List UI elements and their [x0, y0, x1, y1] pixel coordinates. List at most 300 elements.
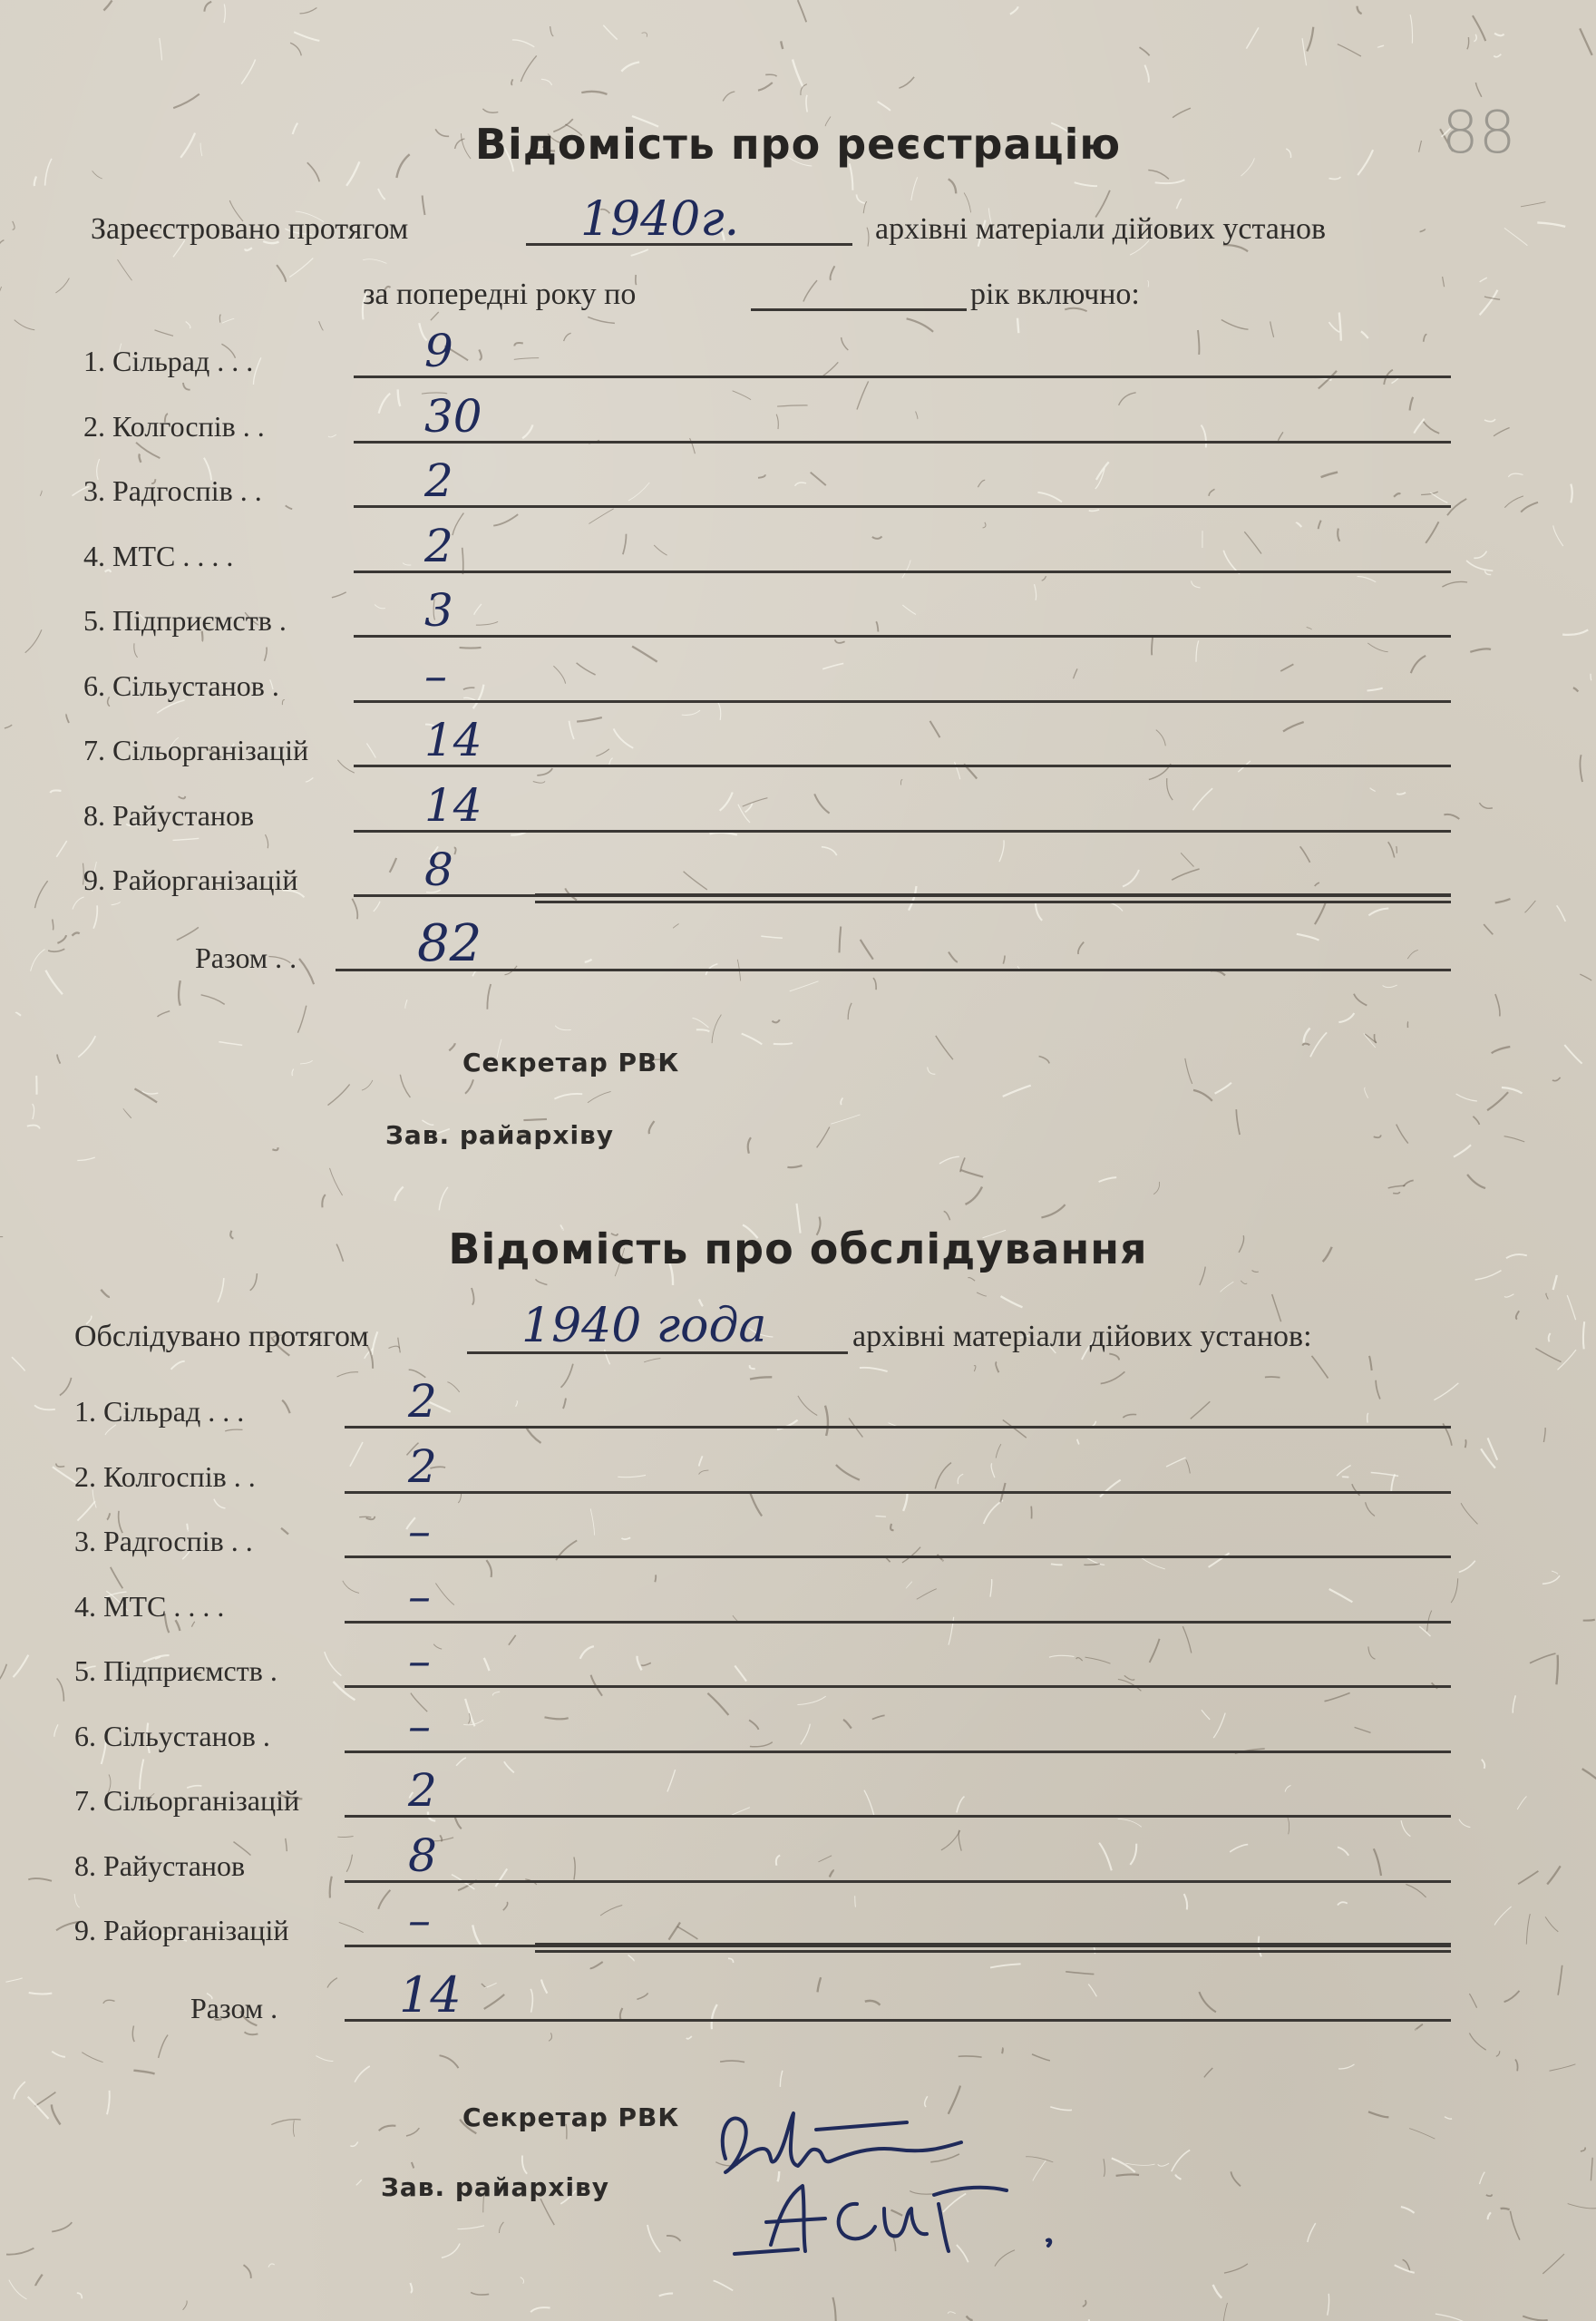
paper-fiber — [366, 744, 375, 758]
inspection-period-value: 1940 года — [521, 1299, 767, 1353]
paper-fiber — [123, 1108, 131, 1118]
paper-fiber — [1241, 1281, 1247, 1284]
paper-fiber — [1409, 2129, 1435, 2140]
paper-fiber — [798, 1396, 817, 1416]
paper-fiber — [1193, 1090, 1212, 1101]
paper-fiber — [1287, 1816, 1289, 1835]
registration-title: Відомість про реєстрацію — [474, 120, 1122, 169]
paper-fiber — [1236, 1109, 1240, 1135]
paper-fiber — [447, 1382, 459, 1392]
paper-fiber — [758, 474, 765, 478]
paper-fiber — [57, 1055, 60, 1064]
paper-fiber — [1467, 1175, 1485, 1188]
paper-fiber — [865, 2001, 881, 2005]
paper-fiber — [723, 92, 735, 101]
paper-fiber — [521, 2277, 524, 2284]
paper-fiber — [916, 412, 918, 419]
paper-fiber — [504, 1761, 514, 1772]
paper-fiber — [265, 648, 268, 661]
paper-fiber — [614, 728, 634, 747]
paper-fiber — [319, 321, 324, 330]
paper-fiber — [1319, 371, 1337, 389]
paper-fiber — [1148, 171, 1169, 180]
paper-fiber — [282, 699, 285, 705]
paper-fiber — [492, 1692, 500, 1695]
paper-fiber — [1140, 47, 1150, 55]
paper-fiber — [173, 838, 200, 840]
paper-fiber — [433, 1644, 442, 1649]
paper-fiber — [1479, 803, 1493, 808]
paper-fiber — [1307, 27, 1313, 52]
paper-fiber — [1191, 1401, 1211, 1419]
paper-fiber — [1339, 313, 1341, 341]
paper-fiber — [1246, 27, 1259, 48]
paper-fiber — [1470, 649, 1491, 651]
paper-fiber — [1424, 422, 1440, 434]
paper-fiber — [861, 940, 873, 960]
registration-secretary-label: Секретар РВК — [462, 1048, 680, 1078]
paper-fiber — [968, 1278, 976, 1282]
paper-fiber — [286, 1838, 287, 1851]
paper-fiber — [1494, 34, 1504, 36]
paper-fiber — [541, 79, 552, 85]
inspection-total-value: 14 — [399, 1966, 462, 2024]
inspection-row-rule-4 — [345, 1621, 1451, 1624]
paper-fiber — [654, 545, 667, 555]
paper-fiber — [241, 60, 255, 84]
paper-fiber — [356, 2180, 362, 2185]
paper-fiber — [337, 1372, 359, 1377]
paper-fiber — [1088, 1985, 1096, 1997]
paper-fiber — [830, 1870, 834, 1877]
paper-fiber — [1123, 870, 1139, 886]
inspection-archive-head-label: Зав. райархіву — [381, 2172, 610, 2202]
paper-fiber — [327, 1978, 337, 1988]
paper-fiber — [974, 1366, 976, 1371]
paper-fiber — [1410, 15, 1412, 44]
paper-fiber — [286, 505, 293, 509]
paper-fiber — [493, 514, 518, 526]
paper-fiber — [1213, 2285, 1222, 2298]
paper-fiber — [840, 927, 842, 953]
paper-fiber — [1035, 584, 1036, 600]
paper-fiber — [1488, 1438, 1498, 1459]
paper-fiber — [1553, 1275, 1557, 1290]
paper-fiber — [712, 2004, 717, 2029]
registration-prior-years-rule — [751, 308, 967, 311]
paper-fiber — [1558, 1965, 1562, 1995]
paper-fiber — [1049, 1655, 1075, 1657]
paper-fiber — [214, 1499, 226, 1508]
paper-fiber — [589, 509, 613, 524]
paper-fiber — [395, 1186, 404, 1201]
paper-fiber — [290, 43, 301, 55]
paper-fiber — [831, 266, 835, 280]
inspection-secretary-label: Секретар РВК — [462, 2102, 680, 2132]
paper-fiber — [967, 2316, 973, 2320]
paper-fiber — [1504, 1991, 1520, 2002]
paper-fiber — [1186, 1459, 1191, 1473]
paper-fiber — [1434, 1383, 1458, 1400]
paper-fiber — [999, 840, 1004, 862]
paper-fiber — [1484, 419, 1495, 422]
registration-row-label-3: 3. Радгоспів . . — [83, 474, 262, 507]
paper-fiber — [684, 872, 707, 890]
paper-fiber — [677, 1926, 698, 1939]
paper-fiber — [160, 38, 162, 60]
paper-fiber — [1302, 1044, 1309, 1046]
paper-fiber — [1421, 492, 1438, 494]
paper-fiber — [1367, 643, 1387, 652]
paper-fiber — [1003, 1086, 1031, 1097]
paper-fiber — [1494, 54, 1501, 57]
paper-fiber — [1280, 664, 1293, 671]
paper-fiber — [1042, 576, 1046, 580]
paper-fiber — [224, 5, 225, 24]
paper-fiber — [777, 405, 808, 406]
paper-fiber — [398, 1338, 401, 1353]
inspection-row-label-7: 7. Сільорганізацій — [74, 1784, 300, 1817]
paper-fiber — [1396, 846, 1397, 853]
paper-fiber — [977, 1292, 987, 1296]
paper-fiber — [1338, 1902, 1348, 1905]
paper-fiber — [14, 1655, 29, 1678]
paper-fiber — [996, 1444, 1001, 1458]
paper-fiber — [991, 1463, 995, 1477]
paper-fiber — [637, 1656, 642, 1671]
paper-fiber — [964, 193, 971, 213]
paper-fiber — [1521, 202, 1545, 207]
inspection-double-rule-2 — [535, 1950, 1451, 1953]
paper-fiber — [948, 2312, 956, 2314]
paper-fiber — [803, 280, 817, 301]
paper-fiber — [1140, 1556, 1165, 1569]
paper-fiber — [1272, 1294, 1281, 1321]
paper-fiber — [52, 2222, 72, 2231]
paper-fiber — [390, 858, 397, 873]
paper-fiber — [16, 1013, 21, 1016]
paper-fiber — [1074, 668, 1077, 678]
paper-fiber — [503, 1902, 508, 1910]
registration-row-label-8: 8. Райустанов — [83, 798, 255, 832]
paper-fiber — [577, 663, 596, 675]
paper-fiber — [699, 1456, 703, 1466]
paper-fiber — [590, 1962, 603, 1968]
paper-fiber — [1369, 1356, 1372, 1370]
paper-fiber — [159, 2035, 169, 2058]
paper-fiber — [890, 1524, 893, 1530]
paper-fiber — [40, 491, 42, 496]
paper-fiber — [1017, 318, 1018, 334]
paper-fiber — [499, 2222, 503, 2233]
paper-fiber — [1367, 1413, 1368, 1423]
paper-fiber — [1396, 1125, 1408, 1144]
paper-fiber — [1172, 869, 1199, 880]
registration-row-rule-3 — [354, 505, 1451, 508]
paper-fiber — [487, 984, 491, 1009]
paper-fiber — [1410, 397, 1414, 411]
registration-archive-head-label: Зав. райархіву — [385, 1120, 615, 1150]
paper-fiber — [743, 798, 768, 806]
paper-fiber — [596, 749, 608, 756]
paper-fiber — [1461, 1503, 1477, 1524]
paper-fiber — [299, 959, 314, 984]
paper-fiber — [1376, 1380, 1380, 1399]
paper-fiber — [339, 1922, 364, 1932]
paper-fiber — [1338, 44, 1361, 56]
paper-fiber — [1223, 2303, 1228, 2321]
paper-fiber — [73, 932, 80, 935]
registration-period-suffix: архівні матеріали дійових установ — [875, 212, 1327, 246]
paper-fiber — [776, 1856, 780, 1866]
paper-fiber — [57, 935, 66, 943]
paper-fiber — [362, 1080, 373, 1090]
paper-fiber — [790, 981, 819, 991]
registration-row-label-6: 6. Сільустанов . — [83, 668, 279, 702]
paper-fiber — [1374, 1135, 1381, 1137]
paper-fiber — [440, 2055, 459, 2068]
paper-fiber — [1358, 577, 1377, 582]
paper-fiber — [1037, 492, 1062, 502]
registration-prior-years-prefix: за попередні року по — [363, 278, 637, 311]
paper-fiber — [92, 171, 102, 179]
paper-fiber — [1435, 2314, 1465, 2321]
paper-fiber — [266, 834, 268, 848]
paper-fiber — [876, 621, 878, 631]
paper-fiber — [1338, 2064, 1354, 2069]
paper-fiber — [1329, 1589, 1353, 1602]
inspection-row-value-2: 2 — [408, 1439, 437, 1493]
paper-fiber — [659, 2294, 673, 2297]
paper-fiber — [818, 1856, 832, 1862]
paper-fiber — [750, 1493, 762, 1516]
paper-fiber — [48, 949, 64, 951]
paper-fiber — [618, 1475, 646, 1477]
registration-row-value-2: 30 — [424, 389, 482, 443]
paper-fiber — [218, 1278, 224, 1302]
paper-fiber — [139, 454, 141, 463]
paper-fiber — [588, 317, 615, 323]
paper-fiber — [1546, 1293, 1548, 1299]
paper-fiber — [78, 1036, 95, 1057]
paper-fiber — [1310, 1032, 1327, 1057]
paper-fiber — [900, 780, 902, 785]
paper-fiber — [57, 1679, 64, 1702]
paper-fiber — [103, 2000, 115, 2004]
paper-fiber — [482, 1984, 486, 1987]
paper-fiber — [603, 25, 617, 40]
paper-fiber — [1393, 1192, 1399, 1194]
paper-fiber — [244, 2265, 251, 2278]
paper-fiber — [647, 2225, 660, 2252]
paper-fiber — [352, 899, 357, 920]
paper-fiber — [101, 1290, 110, 1297]
paper-fiber — [822, 663, 843, 668]
paper-fiber — [522, 424, 532, 438]
paper-fiber — [55, 278, 69, 293]
paper-fiber — [158, 1011, 170, 1017]
paper-fiber — [1192, 788, 1212, 810]
paper-fiber — [959, 2056, 982, 2057]
paper-fiber — [316, 2056, 333, 2062]
paper-fiber — [378, 1890, 390, 1909]
paper-fiber — [564, 333, 571, 341]
paper-fiber — [867, 228, 869, 247]
handwritten-signatures — [689, 2059, 1124, 2277]
paper-fiber — [1041, 1204, 1065, 1217]
paper-fiber — [173, 94, 200, 108]
inspection-row-label-6: 6. Сільустанов . — [74, 1719, 270, 1752]
paper-fiber — [776, 414, 778, 429]
paper-fiber — [77, 1501, 95, 1520]
paper-fiber — [52, 2104, 61, 2124]
paper-fiber — [1328, 2294, 1329, 2316]
paper-fiber — [1312, 1356, 1328, 1379]
paper-fiber — [797, 1696, 825, 1704]
paper-fiber — [1484, 924, 1493, 934]
paper-fiber — [1530, 1653, 1556, 1663]
paper-fiber — [1469, 1994, 1476, 2008]
paper-fiber — [801, 1724, 811, 1745]
paper-fiber — [1459, 1561, 1475, 1573]
paper-fiber — [1173, 108, 1191, 118]
inspection-row-rule-5 — [345, 1685, 1451, 1688]
paper-fiber — [644, 1359, 660, 1362]
paper-fiber — [1119, 393, 1136, 405]
paper-fiber — [45, 970, 63, 994]
paper-fiber — [52, 2052, 65, 2057]
inspection-row-label-1: 1. Сільрад . . . — [74, 1395, 245, 1428]
paper-fiber — [872, 536, 882, 538]
paper-fiber — [1495, 899, 1511, 902]
paper-fiber — [911, 177, 918, 200]
paper-fiber — [300, 8, 317, 14]
paper-fiber — [941, 1830, 960, 1850]
paper-fiber — [1368, 909, 1388, 916]
paper-fiber — [465, 1699, 474, 1726]
paper-fiber — [253, 357, 260, 385]
paper-fiber — [1319, 521, 1321, 530]
paper-fiber — [1467, 37, 1469, 49]
paper-fiber — [471, 2292, 489, 2295]
paper-fiber — [811, 473, 826, 485]
paper-fiber — [761, 936, 783, 938]
registration-row-label-5: 5. Підприємств . — [83, 604, 287, 637]
paper-fiber — [1221, 320, 1249, 330]
paper-fiber — [978, 480, 985, 487]
paper-fiber — [1515, 2060, 1518, 2072]
inspection-row-value-9: – — [408, 1894, 431, 1946]
paper-fiber — [34, 177, 36, 187]
paper-fiber — [814, 794, 829, 813]
paper-fiber — [872, 1715, 885, 1719]
paper-fiber — [1089, 510, 1099, 511]
paper-fiber — [245, 248, 252, 250]
paper-fiber — [1486, 2194, 1493, 2196]
paper-fiber — [628, 1955, 634, 1961]
paper-fiber — [292, 1069, 294, 1077]
paper-fiber — [297, 1006, 306, 1033]
paper-fiber — [540, 2199, 554, 2225]
paper-fiber — [1518, 1871, 1538, 1884]
inspection-row-rule-3 — [345, 1555, 1451, 1558]
paper-fiber — [1394, 493, 1400, 497]
paper-fiber — [1001, 1296, 1023, 1307]
paper-fiber — [1557, 905, 1566, 922]
paper-fiber — [526, 1426, 541, 1443]
registration-row-rule-6 — [354, 700, 1451, 703]
paper-fiber — [835, 639, 845, 643]
registration-total-label: Разом . . — [195, 941, 297, 974]
paper-fiber — [857, 194, 865, 203]
paper-fiber — [406, 2128, 419, 2136]
paper-fiber — [5, 1978, 22, 1982]
paper-fiber — [1202, 1710, 1210, 1720]
registration-row-rule-4 — [354, 570, 1451, 573]
paper-fiber — [1036, 902, 1042, 921]
paper-fiber — [454, 847, 456, 854]
paper-fiber — [577, 717, 602, 722]
paper-fiber — [31, 950, 45, 971]
paper-fiber — [1125, 2163, 1154, 2165]
paper-fiber — [961, 1170, 984, 1177]
registration-row-rule-5 — [354, 635, 1451, 638]
paper-fiber — [628, 483, 649, 501]
paper-fiber — [60, 1378, 72, 1396]
paper-fiber — [132, 2026, 134, 2043]
paper-fiber — [1388, 1185, 1406, 1188]
paper-fiber — [1368, 2111, 1388, 2117]
paper-fiber — [1567, 1295, 1575, 1320]
paper-fiber — [536, 1279, 548, 1284]
paper-fiber — [1265, 1377, 1280, 1378]
paper-fiber — [439, 1187, 448, 1211]
paper-fiber — [398, 389, 401, 406]
paper-fiber — [1224, 2264, 1248, 2273]
paper-fiber — [1051, 1564, 1063, 1565]
inspection-period-suffix: архівні матеріали дійових установ: — [852, 1320, 1312, 1353]
paper-fiber — [355, 2066, 370, 2082]
inspection-row-label-3: 3. Радгоспів . . — [74, 1525, 253, 1557]
paper-fiber — [1558, 1350, 1577, 1370]
paper-fiber — [917, 1589, 937, 1600]
paper-fiber — [728, 1958, 734, 1963]
paper-fiber — [330, 1877, 332, 1898]
registration-period-value: 1940г. — [580, 192, 740, 247]
paper-fiber — [944, 1212, 950, 1221]
paper-fiber — [482, 109, 498, 112]
paper-fiber — [50, 790, 61, 793]
registration-total-rule — [336, 969, 1451, 971]
paper-fiber — [693, 1019, 709, 1028]
paper-fiber — [750, 1742, 773, 1747]
paper-fiber — [1513, 1695, 1515, 1712]
paper-fiber — [1158, 2163, 1169, 2166]
paper-fiber — [1010, 6, 1018, 14]
paper-fiber — [1144, 65, 1148, 83]
paper-fiber — [514, 343, 523, 346]
paper-fiber — [1172, 2150, 1190, 2172]
paper-fiber — [1321, 473, 1338, 478]
paper-fiber — [222, 318, 234, 323]
paper-fiber — [1283, 722, 1304, 731]
paper-fiber — [682, 710, 700, 715]
paper-fiber — [34, 1405, 55, 1409]
paper-fiber — [855, 1896, 856, 1907]
paper-fiber — [649, 1121, 655, 1134]
paper-fiber — [1185, 1058, 1192, 1084]
paper-fiber — [642, 33, 647, 37]
